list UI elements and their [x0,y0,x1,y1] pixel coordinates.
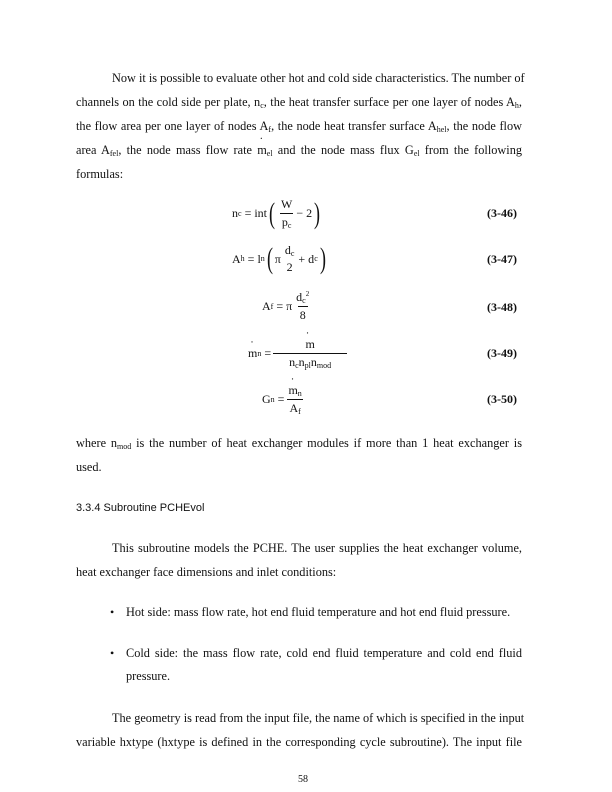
eq-den: A [289,401,299,415]
equation-number: (3-49) [487,346,517,360]
text-run: , the node mass flow rate [118,143,258,157]
subscript: f [268,125,272,134]
text-run: formulas: [76,167,124,181]
eq-num: W [281,197,293,211]
text-run: Now it is possible to evaluate other hot and cold side characteristics. The number of [112,71,525,85]
text-line [112,711,525,725]
text-run: where n [76,436,118,450]
eq-den: n [298,355,305,369]
eq-lhs: G [262,392,271,406]
eq-den: p [281,215,288,229]
text-run: ˙ m [257,143,267,157]
text-line [126,605,522,619]
text-line [76,565,522,579]
text-line [76,143,522,157]
text-run: heat exchanger face dimensions and inlet conditions: [76,565,337,579]
bullet-icon: • [110,605,115,619]
text-line [76,735,522,749]
text-line [126,669,522,683]
eq-num: d [284,243,291,257]
eq-tail: − 2 [296,206,313,220]
subscript: el [266,149,273,158]
eq-lhs: A [262,299,271,313]
eq-num: d [296,290,303,304]
text-run: Cold side: the mass flow rate, cold end fluid temperature and cold end fluid [126,646,522,660]
text-run: , the heat transfer surface per one layer of nodes A [263,95,515,109]
equation-number: (3-48) [487,300,517,314]
subscript: el [413,149,420,158]
eq-num: ˙ m [288,383,297,397]
eq-den: n [289,355,296,369]
eq-sup: 2 [305,290,310,298]
text-run: , [518,95,522,109]
text-line [76,119,522,133]
eq-num: ˙ m [303,337,316,353]
eq-op: = π [276,299,293,313]
eq-den: n [310,355,317,369]
eq-op: = [277,392,285,406]
page-number: 58 [298,774,308,785]
eq-op: = l [247,251,261,266]
text-line [76,436,522,450]
text-line [112,541,522,555]
eq-sub: mod [316,361,332,370]
eq-den: 2 [286,260,293,274]
equation-3-48: A f = π $\frac{d_c^2}{8}$ [262,290,310,322]
text-run: pressure. [126,669,171,683]
eq-sub: n [297,389,302,398]
eq-sub: c [290,249,295,258]
eq-pi: π [274,251,281,266]
text-run: from the following [419,143,522,157]
equation-number: (3-46) [487,206,517,220]
text-run: , the node flow [446,119,522,133]
eq-lhs: n [232,206,238,220]
equation-3-47: A h = l n ( π $d_c$ 2 + d c ) [232,242,326,275]
text-run: , the node heat transfer surface A [271,119,437,133]
text-run: the flow area per one layer of nodes A [76,119,269,133]
eq-sub: pl [304,361,311,370]
text-line [126,646,522,660]
text-run: This subroutine models the PCHE. The user supplies the heat exchanger volume, [112,541,522,555]
eq-sub: c [302,296,306,305]
subscript: fel [109,149,119,158]
eq-op: = [264,346,272,360]
eq-tail: + d [298,251,315,266]
eq-den: 8 [299,308,306,322]
text-run: Hot side: mass flow rate, hot end fluid temperature and hot end fluid pressure. [126,605,511,619]
text-line [76,167,522,181]
subscript: mod [117,442,132,451]
text-line [112,71,525,85]
eq-sub: c [287,221,292,230]
equation-number: (3-47) [487,252,517,266]
text-run: channels on the cold side per plate, n [76,95,261,109]
text-run: area A [76,143,110,157]
equation-3-50: G n = ˙ $\frac{m_n}{A_f}$ [262,383,306,416]
equation-3-46: n c = int ( $\frac{W}{p_c}$ − 2 ) [232,196,321,230]
text-line [76,460,522,474]
bullet-icon: • [110,646,115,660]
eq-lhs: ˙ m [248,346,257,361]
text-run: used. [76,460,102,474]
subscript: h [514,101,519,110]
text-run: variable hxtype (hxtype is defined in the corresponding cycle subroutine). The input file [76,735,522,749]
equation-number: (3-50) [487,392,517,406]
text-run: and the node mass flux G [272,143,414,157]
equation-3-49: ˙ m n = ˙ $\frac{m}{n_cn_{pl}n_{mod}}$ [248,337,349,370]
eq-sub: f [298,407,301,416]
subscript: c [260,101,264,110]
text-line [76,95,522,109]
eq-op: = int [244,206,267,220]
eq-lhs: A [232,251,241,266]
text-run: is the number of heat exchanger modules if more than 1 heat exchanger is [131,436,522,450]
eq-sub: c [295,361,299,370]
subscript: hel [436,125,447,134]
section-heading: 3.3.4 Subroutine PCHEvol [76,502,205,514]
text-run: The geometry is read from the input file, the name of which is specified in the input [112,711,525,725]
